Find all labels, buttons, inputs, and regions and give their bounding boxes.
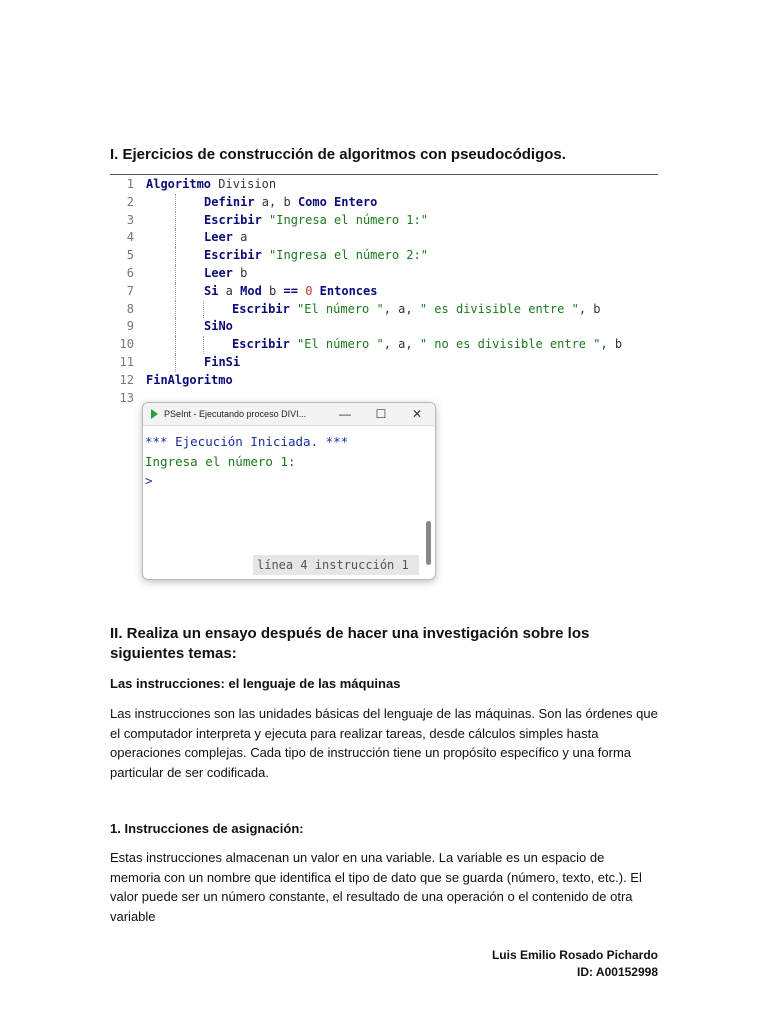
- code-token: ==: [283, 283, 298, 298]
- indent-guide: [175, 283, 176, 301]
- code-token: , b: [600, 337, 623, 352]
- line-number: 4: [126, 230, 134, 245]
- indent-guide: [175, 265, 176, 283]
- close-icon[interactable]: ✕: [411, 407, 423, 421]
- code-token: " no es divisible entre ": [419, 337, 601, 352]
- indent-guide: [175, 301, 176, 319]
- indent-guide: [175, 212, 176, 230]
- code-listing: [110, 176, 660, 407]
- code-line: [110, 212, 660, 230]
- code-token: [290, 337, 297, 351]
- code-token: Escribir: [204, 212, 262, 227]
- maximize-icon[interactable]: ☐: [375, 407, 387, 421]
- code-token: a, b: [254, 194, 298, 209]
- code-token: b: [232, 265, 248, 280]
- console-status-bar: línea 4 instrucción 1: [253, 555, 419, 575]
- code-token: Mod: [240, 283, 262, 298]
- code-line: [110, 354, 660, 372]
- code-token: Escribir: [232, 301, 290, 316]
- indent-guide: [203, 301, 204, 319]
- indent-guide: [175, 318, 176, 336]
- paragraph-instructions: Las instrucciones son las unidades básicas del lenguaje de las máquinas. Son las órdenes que el computador interpreta y ejecuta para realizar tareas, desde cálculos simples hasta operaciones complejas. Cada tipo de instrucción tiene un propósito específico y una forma particular de ser codificada.: [110, 706, 658, 780]
- code-token: Algoritmo: [146, 177, 212, 191]
- code-token: Definir: [204, 194, 255, 209]
- line-number: 6: [126, 265, 134, 280]
- section-1-title: I. Ejercicios de construcción de algoritmos con pseudocódigos.: [110, 146, 566, 163]
- code-token: Escribir: [232, 337, 290, 352]
- subheading-assignment: 1. Instrucciones de asignación:: [110, 821, 304, 836]
- line-number: 7: [126, 283, 134, 298]
- paragraph-assignment: Estas instrucciones almacenan un valor en una variable. La variable es un espacio de memoria con un nombre que identifica el tipo de dato que se guarda (número, texto, etc.). El valor puede ser un número constante, el resultado de una operación o el contenido de otra variable: [110, 850, 642, 924]
- code-line: [110, 229, 660, 247]
- console-titlebar[interactable]: [143, 403, 435, 426]
- indent-guide: [175, 229, 176, 247]
- line-number: 2: [126, 194, 134, 209]
- code-token: , b: [578, 301, 601, 316]
- indent-guide: [175, 247, 176, 265]
- author-id: ID: A00152998: [577, 965, 658, 979]
- code-token: Leer: [204, 265, 233, 280]
- code-token: [262, 213, 269, 227]
- code-token: "El número ": [297, 301, 384, 316]
- code-token: [262, 248, 269, 262]
- code-token: SiNo: [204, 319, 233, 334]
- code-token: [312, 284, 319, 298]
- pseint-console-window[interactable]: [142, 402, 436, 580]
- indent-guide: [175, 194, 176, 212]
- indent-guide: [175, 354, 176, 372]
- code-token: Si: [204, 283, 219, 298]
- code-token: Entonces: [319, 283, 378, 298]
- line-number: 9: [126, 319, 134, 334]
- code-line: [110, 318, 660, 336]
- code-token: Division: [211, 177, 277, 191]
- code-token: " es divisible entre ": [419, 301, 579, 316]
- line-number: 8: [126, 301, 134, 316]
- code-token: a: [232, 230, 248, 245]
- code-token: Escribir: [204, 248, 262, 263]
- code-token: , a,: [383, 337, 420, 352]
- indent-guide: [203, 336, 204, 354]
- line-number: 5: [126, 248, 134, 263]
- pseint-play-icon: [151, 409, 158, 419]
- code-token: "Ingresa el número 2:": [269, 248, 428, 263]
- code-token: , a,: [383, 301, 420, 316]
- code-token: "El número ": [297, 337, 384, 352]
- console-line-prompt-text: Ingresa el número 1:: [145, 453, 296, 469]
- code-token: Leer: [204, 230, 233, 245]
- console-scrollbar[interactable]: [426, 521, 431, 565]
- line-number: 10: [119, 337, 134, 352]
- code-token: FinAlgoritmo: [146, 372, 233, 387]
- code-line: [110, 372, 660, 390]
- code-line: [110, 194, 660, 212]
- code-token: "Ingresa el número 1:": [269, 212, 428, 227]
- console-line-start: *** Ejecución Iniciada. ***: [145, 434, 349, 449]
- code-line: [110, 247, 660, 265]
- code-line: [110, 301, 660, 319]
- console-output[interactable]: [143, 426, 435, 491]
- code-line: [110, 265, 660, 283]
- author-name: Luis Emilio Rosado Pichardo: [491, 948, 658, 962]
- console-window-title: PSeInt - Ejecutando proceso DIVI...: [164, 409, 307, 419]
- line-number: 13: [119, 390, 134, 405]
- code-token: Como Entero: [297, 194, 378, 209]
- code-line: [110, 336, 660, 354]
- code-line: [110, 283, 660, 301]
- code-token: b: [261, 283, 284, 298]
- line-number: 12: [119, 372, 134, 387]
- code-token: FinSi: [204, 354, 241, 369]
- line-number: 3: [126, 212, 134, 227]
- subheading-instructions: Las instrucciones: el lenguaje de las máquinas: [110, 676, 401, 691]
- code-token: 0: [305, 283, 313, 298]
- line-number: 11: [119, 354, 134, 369]
- section-2-title: II. Realiza un ensayo después de hacer una investigación sobre los siguientes temas:: [110, 625, 590, 662]
- code-token: [290, 302, 297, 316]
- section-divider: [110, 174, 658, 175]
- code-line: [110, 176, 660, 194]
- indent-guide: [175, 336, 176, 354]
- code-token: a: [218, 283, 241, 298]
- minimize-icon[interactable]: —: [339, 407, 351, 421]
- console-input-caret[interactable]: >: [145, 473, 153, 488]
- line-number: 1: [126, 177, 134, 191]
